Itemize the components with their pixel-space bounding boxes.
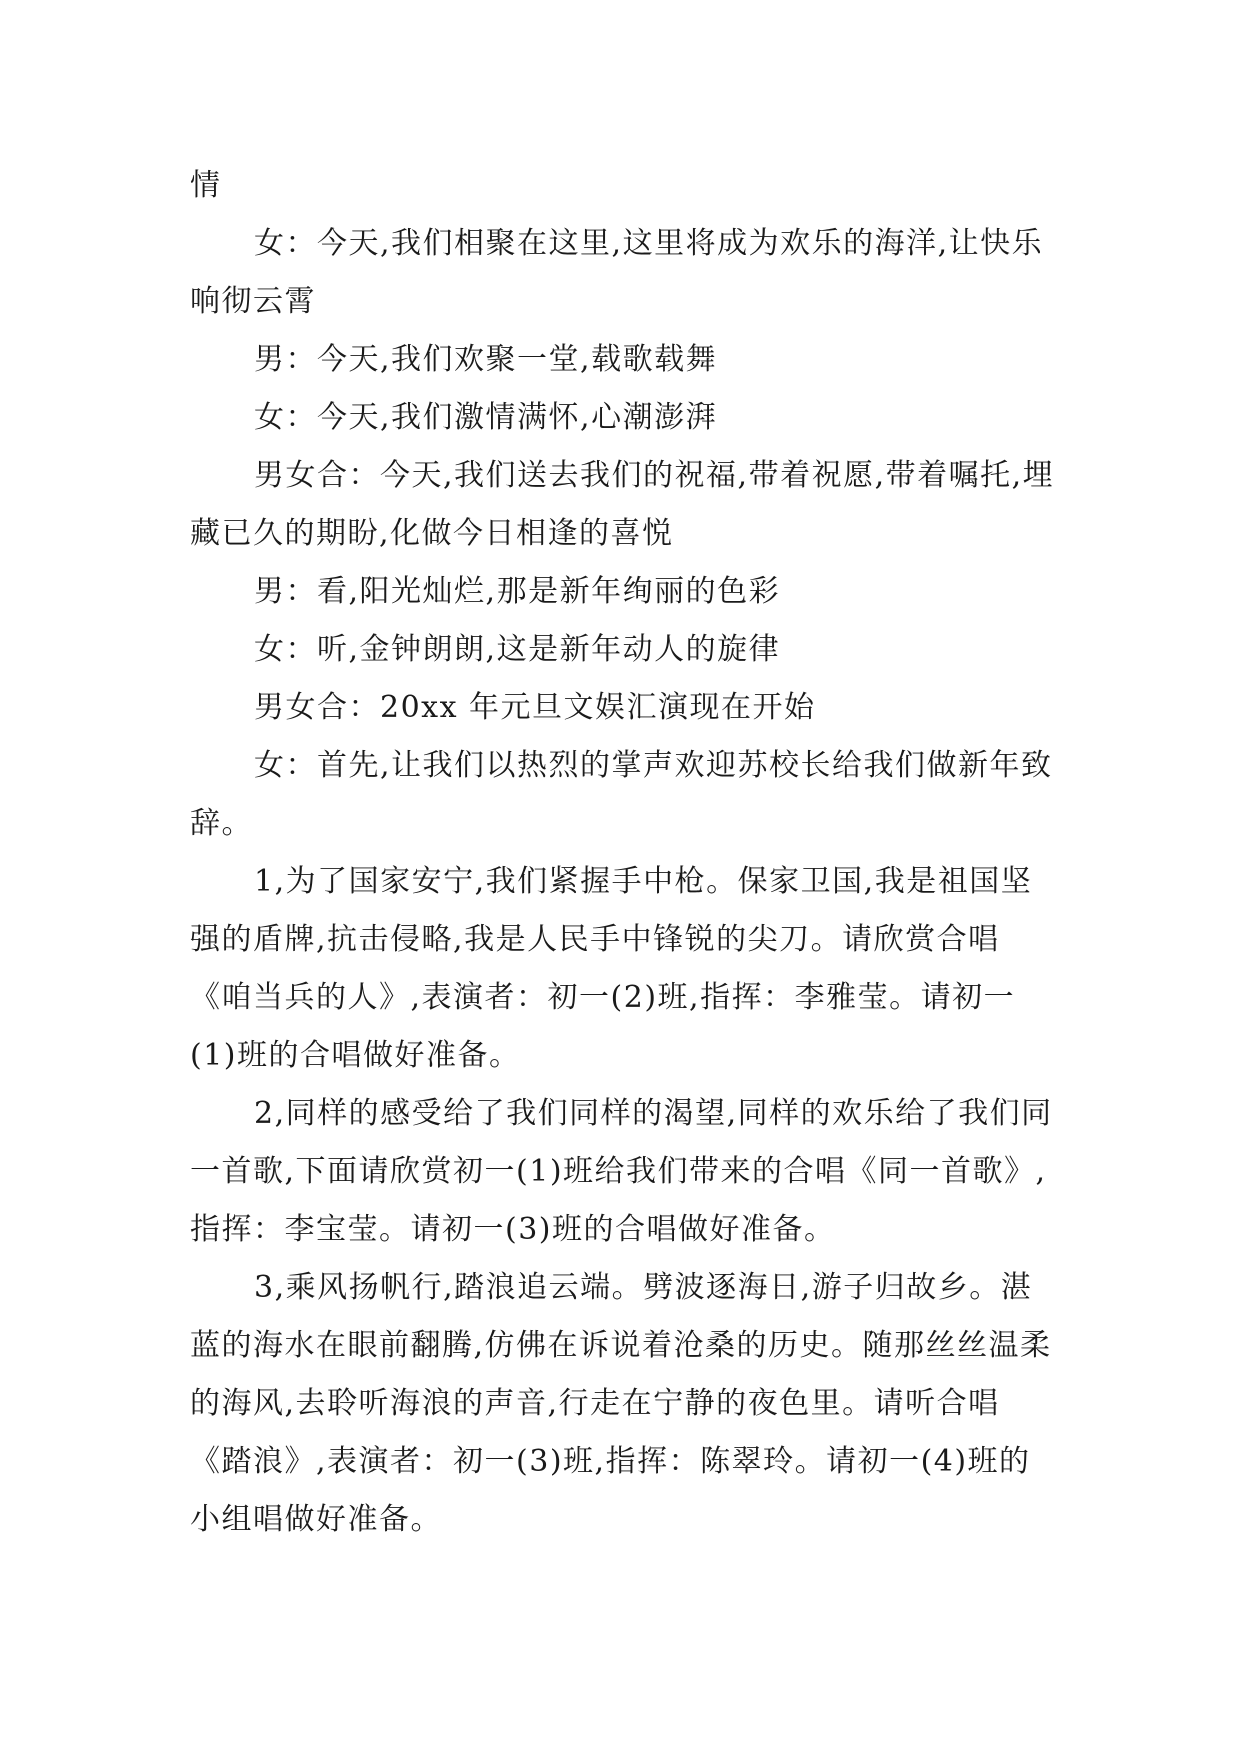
paragraph-female-1: 女：今天,我们相聚在这里,这里将成为欢乐的海洋,让快乐响彻云霄 — [190, 226, 1044, 319]
paragraph-item-3: 3,乘风扬帆行,踏浪追云端。劈波逐海日,游子归故乡。湛蓝的海水在眼前翻腾,仿佛在诉说着沧桑的历史。随那丝丝温柔的海风,去聆听海浪的声音,行走在宁静的夜色里。请听合唱《踏浪》,表演者：初一(3)班,指挥：陈翠玲。请初一(4)班的小组唱做好准备。 — [190, 1270, 1052, 1537]
paragraph-together-2: 男女合：20xx 年元旦文娱汇演现在开始 — [254, 690, 816, 725]
document-body — [190, 157, 1060, 1549]
paragraph-continuation: 情 — [190, 168, 222, 203]
paragraph-female-3: 女：听,金钟朗朗,这是新年动人的旋律 — [254, 632, 781, 667]
paragraph-male-1: 男：今天,我们欢聚一堂,载歌载舞 — [254, 342, 718, 377]
paragraph-male-2: 男：看,阳光灿烂,那是新年绚丽的色彩 — [254, 574, 781, 609]
paragraph-together-1: 男女合：今天,我们送去我们的祝福,带着祝愿,带着嘱托,埋藏已久的期盼,化做今日相逢的喜悦 — [190, 458, 1055, 551]
paragraph-female-4: 女：首先,让我们以热烈的掌声欢迎苏校长给我们做新年致辞。 — [190, 748, 1053, 841]
paragraph-item-2: 2,同样的感受给了我们同样的渴望,同样的欢乐给了我们同一首歌,下面请欣赏初一(1)班给我们带来的合唱《同一首歌》,指挥：李宝莹。请初一(3)班的合唱做好准备。 — [190, 1096, 1053, 1247]
paragraph-item-1: 1,为了国家安宁,我们紧握手中枪。保家卫国,我是祖国坚强的盾牌,抗击侵略,我是人民手中锋锐的尖刀。请欣赏合唱《咱当兵的人》,表演者：初一(2)班,指挥：李雅莹。请初一(1)班的合唱做好准备。 — [190, 864, 1033, 1073]
paragraph-female-2: 女：今天,我们激情满怀,心潮澎湃 — [254, 400, 718, 435]
